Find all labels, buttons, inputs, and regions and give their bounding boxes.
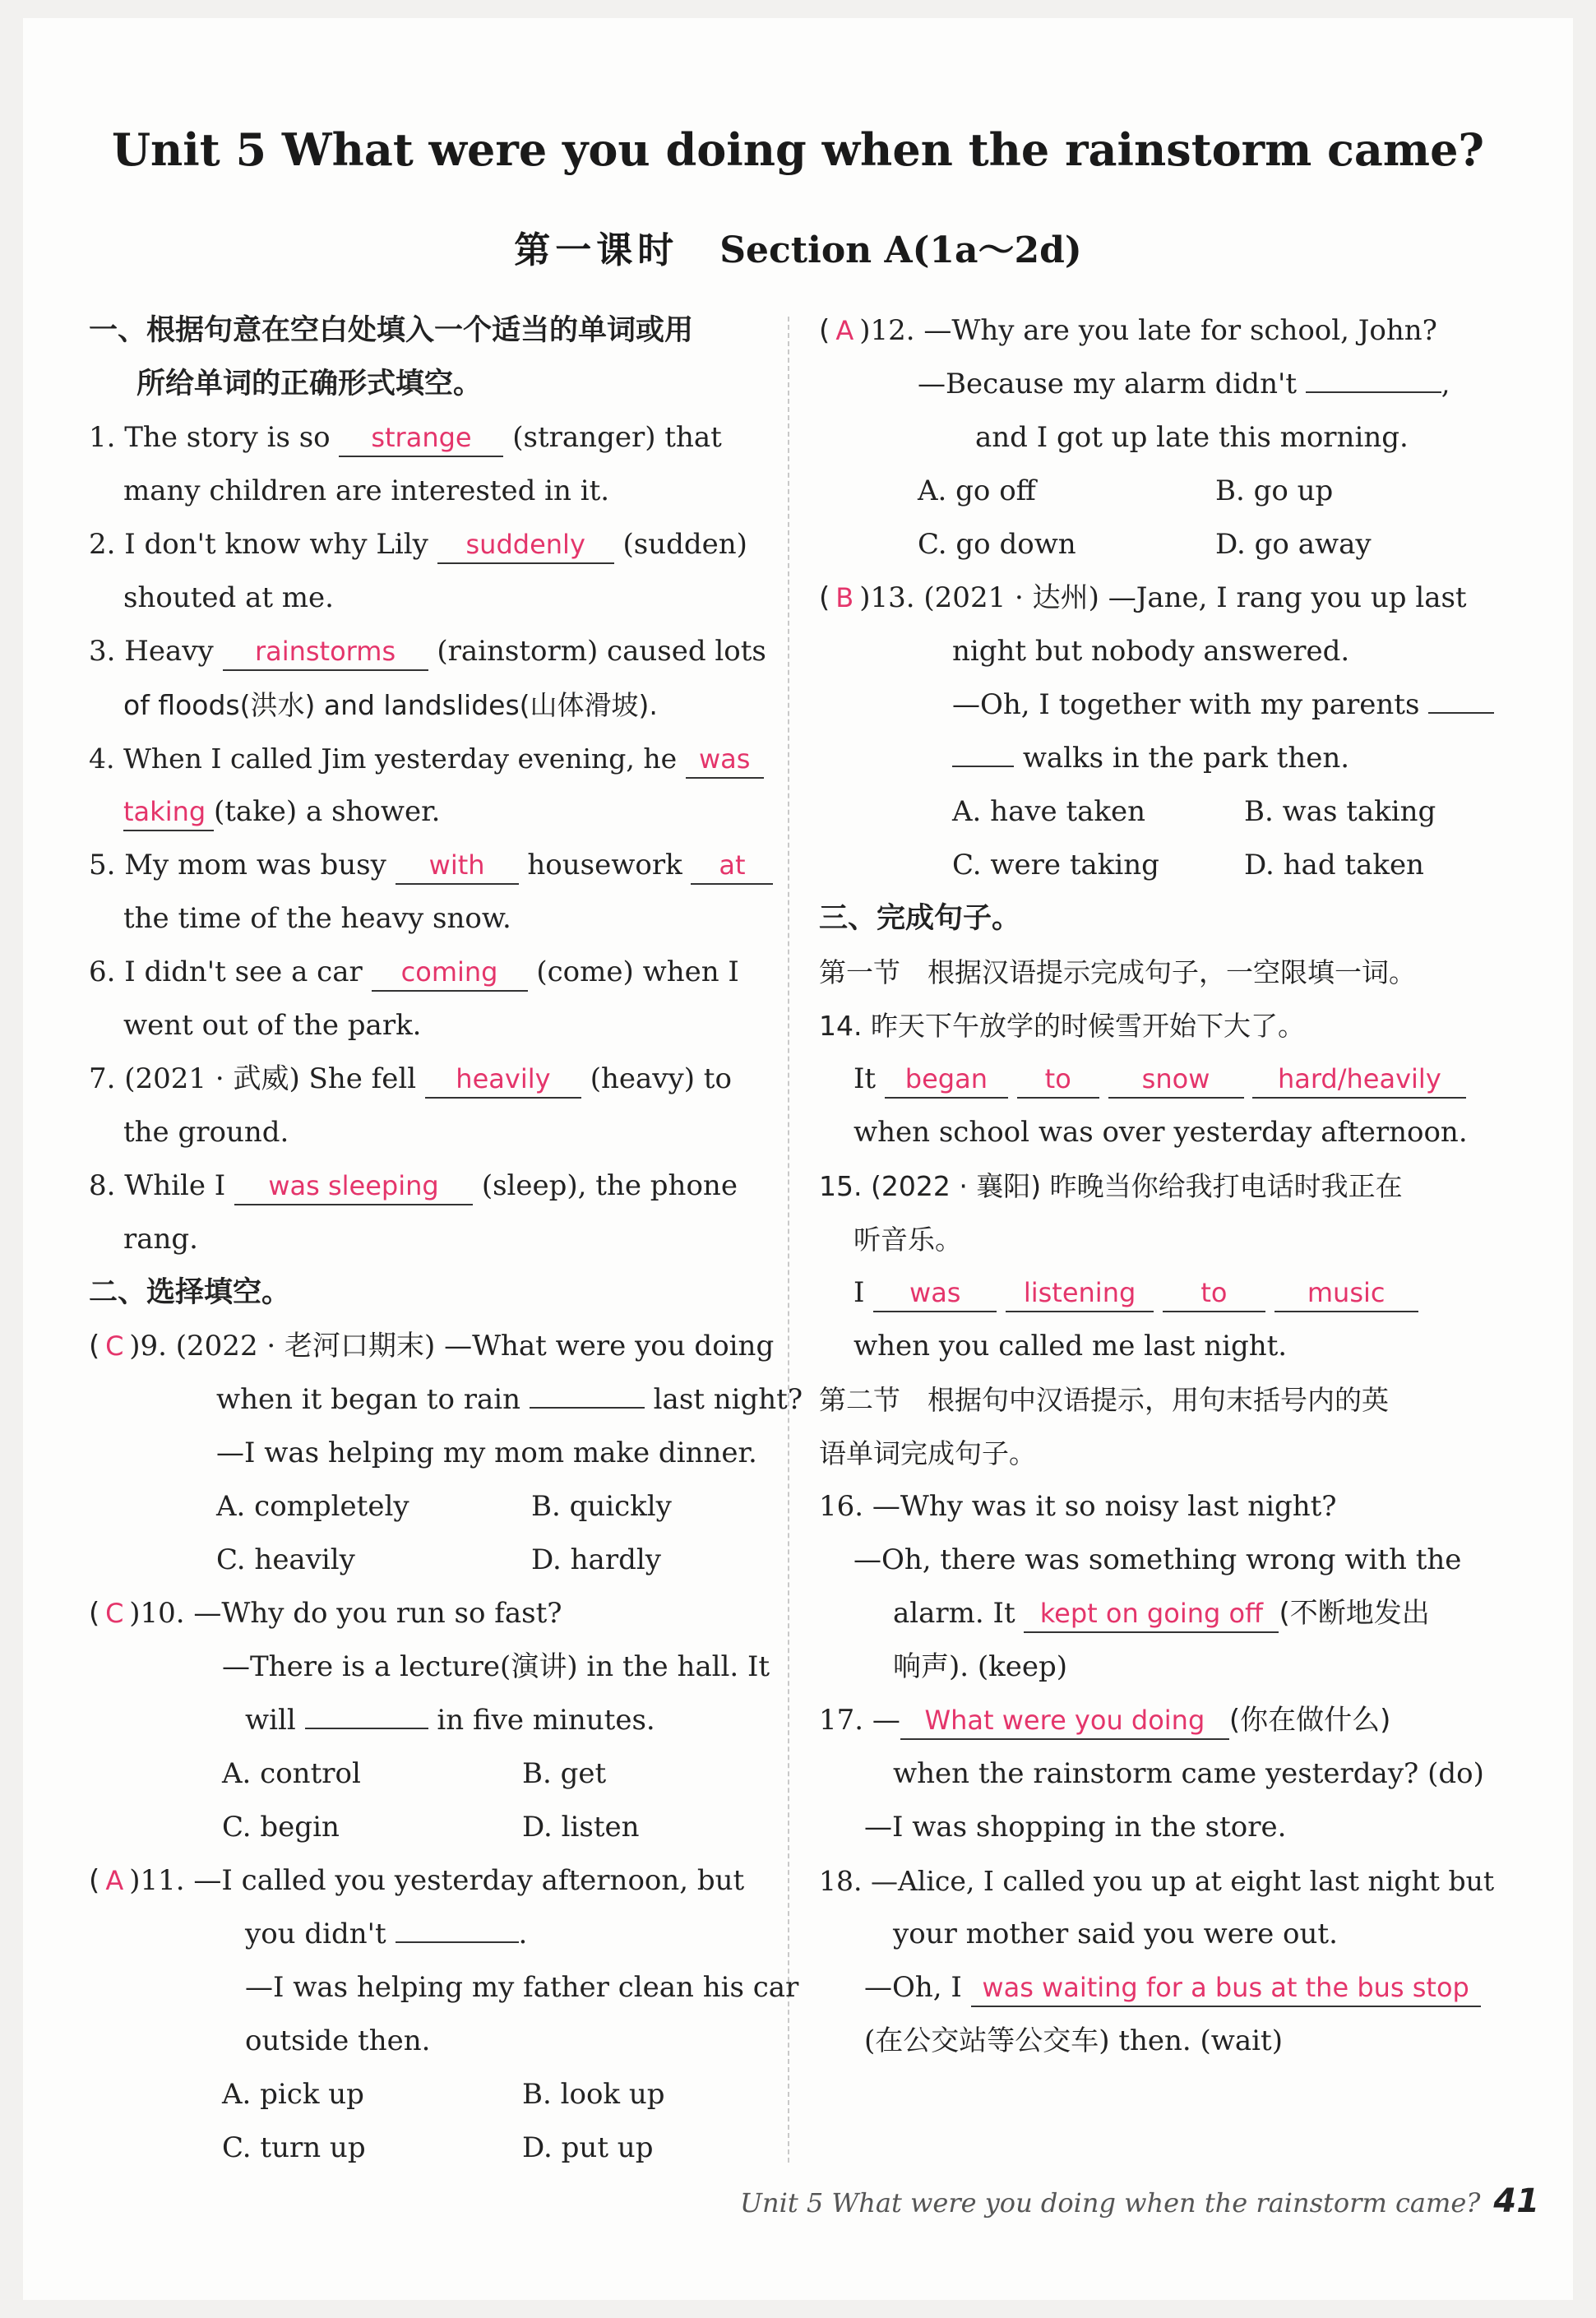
answer-blank: was <box>873 1275 997 1312</box>
answer-blank: with <box>396 847 519 885</box>
footer-unit-title: Unit 5 What were you doing when the rainstorm came? <box>740 2187 1481 2219</box>
question-11: ( A )11. —I called you yesterday afternoon, but you didn't . —I was helping my father clean his car outside then. A. pick up B. look up C. turn up D. put up <box>89 1864 799 2164</box>
column-divider <box>788 317 789 2163</box>
answer-blank <box>530 1407 645 1409</box>
section3-part2-instruction-a: 第二节 根据句中汉语提示，用句末括号内的英 <box>819 1384 1389 1416</box>
question-13: ( B )13. (2021 · 达州) —Jane, I rang you up last night but nobody answered. —Oh, I together with my parents walks in the park then. A. have taken B. was taking C. were taking D. had taken <box>819 571 1489 892</box>
question-2: 2. I don't know why Lily suddenly (sudden) shouted at me. <box>89 528 747 614</box>
answer-blank: coming <box>372 954 528 992</box>
answer-blank: listening <box>1006 1275 1154 1312</box>
right-column <box>819 304 1495 2068</box>
question-12: ( A )12. —Why are you late for school, John? —Because my alarm didn't , and I got up late this morning. A. go off B. go up C. go down D. go away <box>819 314 1450 561</box>
lesson-subtitle <box>0 220 1596 273</box>
answer-blank: snow <box>1108 1061 1244 1099</box>
section3-part2-instruction-b: 语单词完成句子。 <box>819 1437 1036 1469</box>
question-7: 7. (2021 · 武威) She fell heavily (heavy) to the ground. <box>89 1062 732 1149</box>
question-8: 8. While I was sleeping (sleep), the phone rang. <box>89 1169 738 1256</box>
answer-blank <box>305 1728 428 1729</box>
question-1: 1. The story is so strange (stranger) that many children are interested in it. <box>89 421 722 507</box>
question-6: 6. I didn't see a car coming (come) when I went out of the park. <box>89 955 739 1042</box>
page-number: 41 <box>1493 2182 1540 2220</box>
answer-blank: suddenly <box>437 526 614 564</box>
section3-part1-instruction: 第一节 根据汉语提示完成句子，一空限填一词。 <box>819 956 1416 988</box>
lesson-period: 第一课时 <box>514 229 679 271</box>
page-title: Unit 5 What were you doing when the rainstorm came? <box>111 123 1485 176</box>
answer-blank: hard/heavily <box>1252 1061 1466 1099</box>
answer-blank: kept on going off <box>1024 1595 1279 1633</box>
question-18: 18. —Alice, I called you up at eight last night but your mother said you were out. —Oh, I was waiting for a bus at the bus stop (在公交站等公交车) then. (wait) <box>819 1865 1495 2057</box>
section3-heading: 三、完成句子。 <box>819 902 1021 935</box>
question-5: 5. My mom was busy with housework at the time of the heavy snow. <box>89 839 759 946</box>
question-4: 4. When I called Jim yesterday evening, he was taking (take) a shower. <box>89 732 759 839</box>
question-14: 14. 昨天下午放学的时候雪开始下大了。 It began to snow hard/heavily when school was over yesterday afternoon. <box>819 1010 1468 1149</box>
answer-blank <box>952 766 1014 767</box>
section1-heading: 一、根据句意在空白处填入一个适当的单词或用 所给单词的正确形式填空。 <box>89 314 694 400</box>
answer-blank: heavily <box>425 1061 581 1099</box>
answer-blank: rainstorms <box>223 633 428 671</box>
question-10: ( C )10. —Why do you run so fast? —There is a lecture(演讲) in the hall. It will in five minutes. A. control B. get C. begin D. listen <box>89 1597 770 1844</box>
lesson-section: Section A(1a～2d) <box>719 229 1082 271</box>
answer-blank: was waiting for a bus at the bus stop <box>971 1969 1481 2007</box>
answer-blank <box>396 1941 519 1943</box>
answer-blank: began <box>885 1061 1008 1099</box>
question-3: 3. Heavy rainstorms (rainstorm) caused lots of floods(洪水) and landslides(山体滑坡). <box>89 635 766 721</box>
answer-blank: strange <box>339 419 503 457</box>
question-16: 16. —Why was it so noisy last night? —Oh, there was something wrong with the alarm. It kept on going off (不断地发出 响声). (keep) <box>819 1490 1462 1683</box>
answer-blank: What were you doing <box>900 1702 1229 1740</box>
answer-blank: was sleeping <box>234 1168 473 1205</box>
left-column <box>89 304 803 2175</box>
answer-blank: was <box>686 741 764 779</box>
answer-blank <box>1428 712 1494 714</box>
answer-blank: to <box>1163 1275 1265 1312</box>
question-9: ( C )9. (2022 · 老河口期末) —What were you doing when it began to rain last night? —I was helping my mom make dinner. A. completely B. quickly C. heavily D. hardly <box>89 1330 803 1576</box>
answer-blank: music <box>1274 1275 1418 1312</box>
answer-blank <box>1306 391 1441 393</box>
answer-blank: taking <box>123 793 214 831</box>
question-15: 15. (2022 · 襄阳) 昨晚当你给我打电话时我正在 听音乐。 I was listening to music when you called me last night. <box>819 1159 1489 1373</box>
answer-blank: at <box>691 847 773 885</box>
page-footer <box>740 2182 1540 2220</box>
answer-blank: to <box>1017 1061 1099 1099</box>
question-17: 17. — What were you doing (你在做什么) when the rainstorm came yesterday? (do) —I was shopping in the store. <box>819 1704 1484 1844</box>
section2-heading: 二、选择填空。 <box>89 1276 291 1309</box>
